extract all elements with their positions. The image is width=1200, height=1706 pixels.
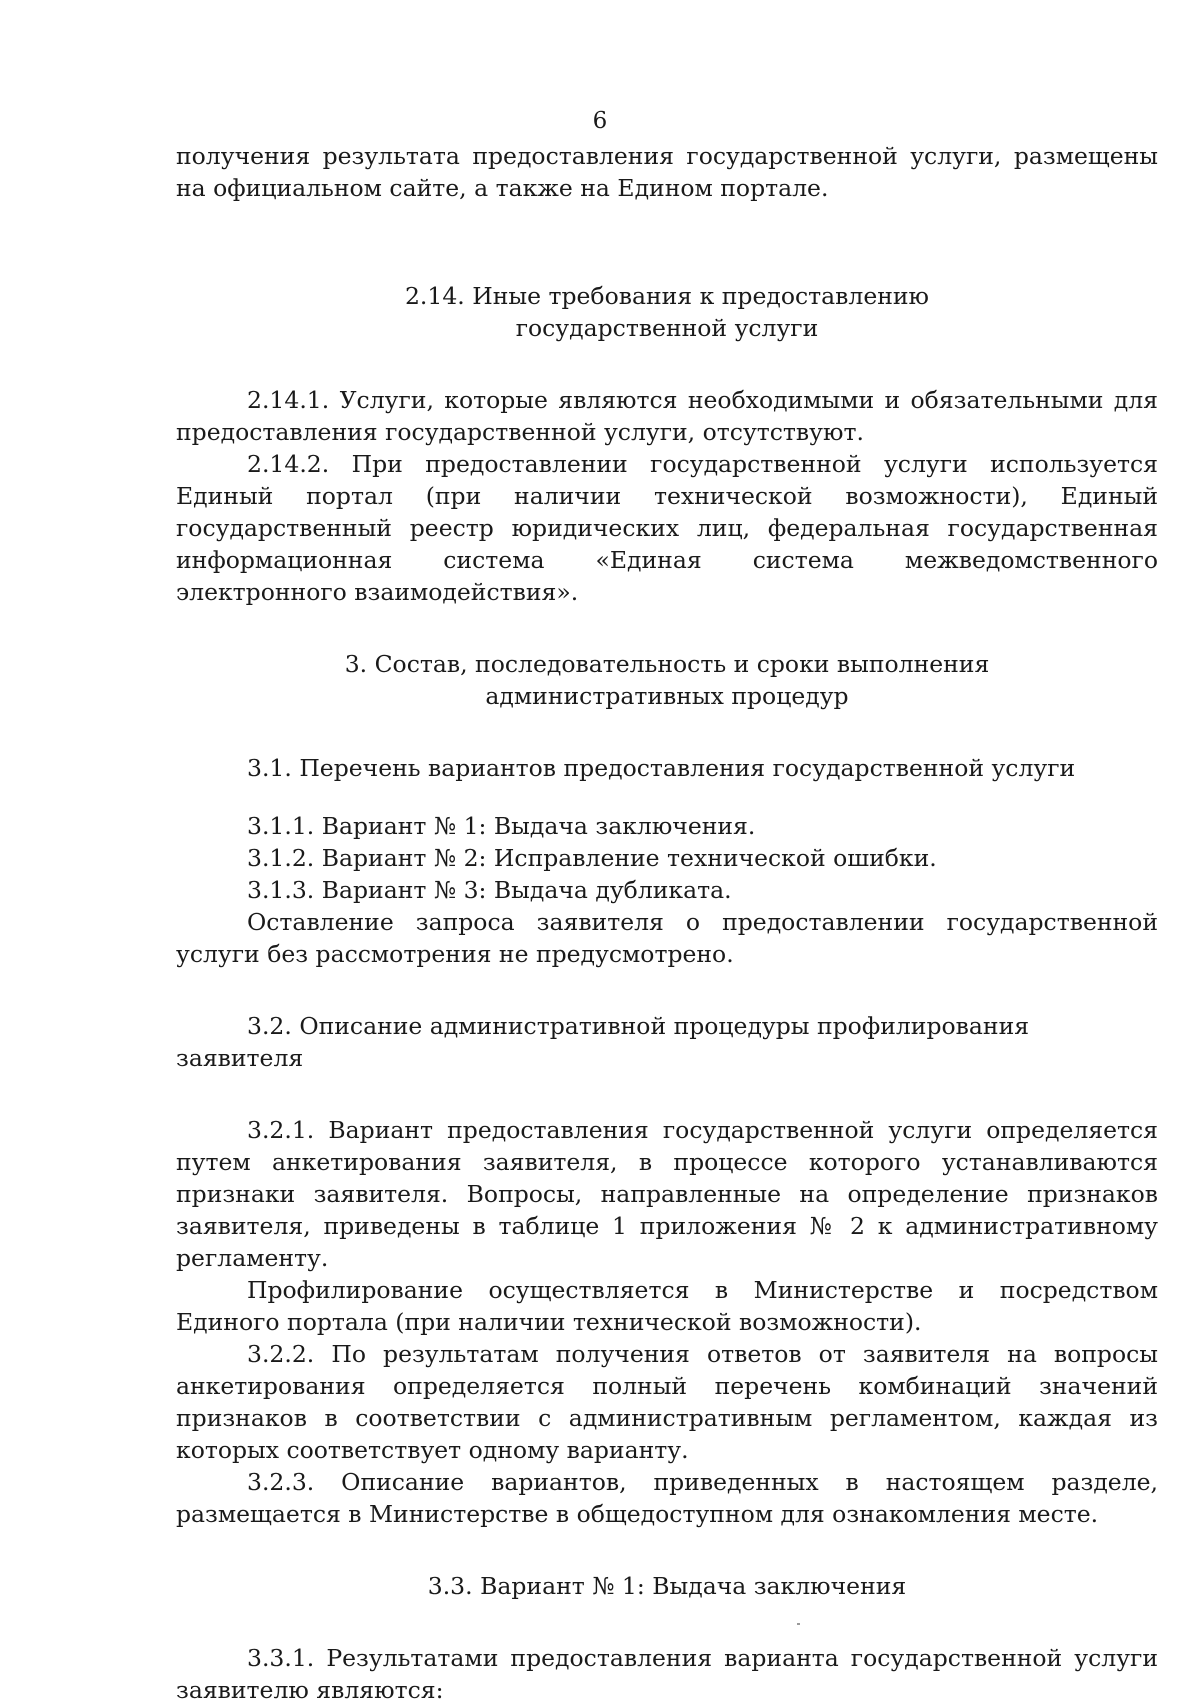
heading-2-14-line-2: государственной услуги — [515, 314, 819, 342]
paragraph-3-1-note: Оставление запроса заявителя о предоставлении государственной услуги без рассмотрения не предусмотрено. — [176, 908, 1158, 968]
paragraph-intro: получения результата предоставления государственной услуги, размещены на официальном сайте, а также на Едином портале. — [176, 142, 1158, 202]
heading-2-14-line-1: 2.14. Иные требования к предоставлению — [404, 282, 930, 310]
scan-speck — [797, 1623, 800, 1625]
heading-3-line-1: 3. Состав, последовательность и сроки выполнения — [344, 650, 990, 678]
paragraph-3-2-1: 3.2.1. Вариант предоставления государственной услуги определяется путем анкетирования заявителя, в процессе которого устанавливаются признаки заявителя. Вопросы, направленные на определение признаков заявителя, приведены в таблице 1 приложения № 2 к административному регламенту. — [176, 1116, 1158, 1272]
paragraph-3-1-3: 3.1.3. Вариант № 3: Выдача дубликата. — [247, 876, 732, 904]
heading-3-2: 3.2. Описание административной процедуры профилирования заявителя — [176, 1012, 1030, 1072]
paragraph-3-2-1b: Профилирование осуществляется в Министерстве и посредством Единого портала (при наличии технической возможности). — [176, 1276, 1158, 1336]
document-body — [176, 140, 1158, 1706]
paragraph-2-14-2: 2.14.2. При предоставлении государственной услуги используется Единый портал (при наличии технической возможности), Единый государственный реестр юридических лиц, федеральная государственная информационная система «Единая система межведомственного электронного взаимодействия». — [176, 450, 1158, 606]
heading-2-14 — [176, 280, 1158, 344]
heading-3-1: 3.1. Перечень вариантов предоставления государственной услуги — [247, 754, 1076, 782]
heading-3 — [176, 648, 1158, 712]
paragraph-3-1-2: 3.1.2. Вариант № 2: Исправление технической ошибки. — [247, 844, 937, 872]
paragraph-3-2-3: 3.2.3. Описание вариантов, приведенных в настоящем разделе, размещается в Министерстве в общедоступном для ознакомления месте. — [176, 1468, 1158, 1528]
paragraph-3-2-2: 3.2.2. По результатам получения ответов от заявителя на вопросы анкетирования определяется полный перечень комбинаций значений признаков в соответствии с административным регламентом, каждая из которых соответствует одному варианту. — [176, 1340, 1158, 1464]
paragraph-3-1-1: 3.1.1. Вариант № 1: Выдача заключения. — [247, 812, 756, 840]
heading-3-3: 3.3. Вариант № 1: Выдача заключения — [427, 1572, 907, 1600]
paragraph-2-14-1: 2.14.1. Услуги, которые являются необходимыми и обязательными для предоставления государственной услуги, отсутствуют. — [176, 386, 1158, 446]
heading-3-line-2: административных процедур — [485, 682, 849, 710]
page-number: 6 — [592, 108, 608, 134]
paragraph-3-3-1: 3.3.1. Результатами предоставления варианта государственной услуги заявителю являются: — [176, 1644, 1158, 1704]
